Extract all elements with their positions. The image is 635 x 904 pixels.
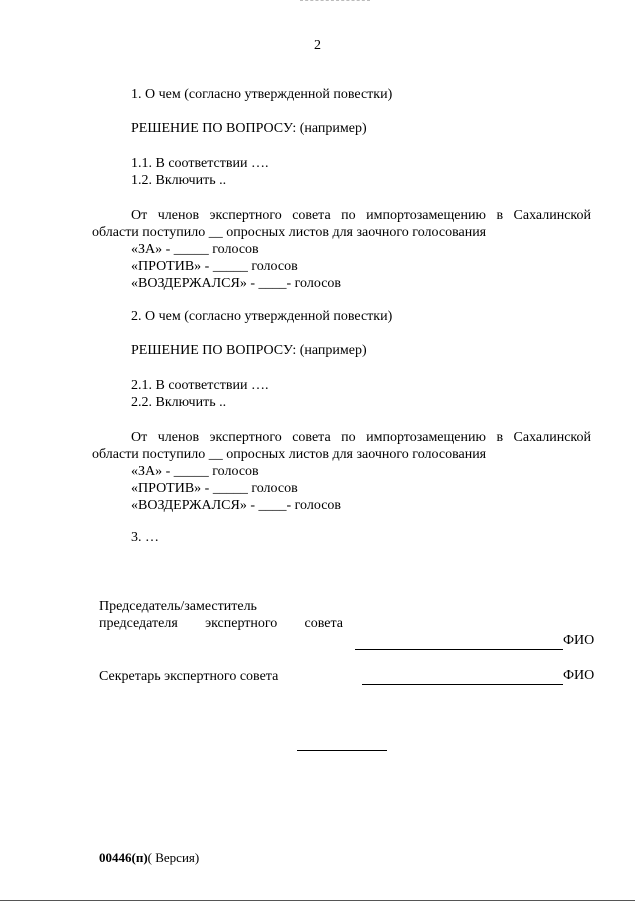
secretary-fio: ФИО — [563, 668, 595, 683]
chair-word-3: совета — [304, 616, 343, 631]
chair-word-1: председателя — [99, 616, 178, 631]
item1-decision: РЕШЕНИЕ ПО ВОПРОСУ: (например) — [131, 121, 367, 136]
chair-signature-block — [99, 598, 596, 632]
item1-vote-line2: области поступило __ опросных листов для заочного голосования — [92, 225, 487, 240]
item2-heading: 2. О чем (согласно утвержденной повестки) — [131, 309, 393, 324]
item2-vote-abstain: «ВОЗДЕРЖАЛСЯ» - ____- голосов — [131, 498, 342, 513]
item2-vote-line2: области поступило __ опросных листов для заочного голосования — [92, 447, 487, 462]
footer-code: 00446(п) — [99, 850, 148, 865]
item1-sub2: 1.2. Включить .. — [131, 173, 227, 188]
chair-word-2: экспертного — [205, 616, 278, 631]
footer — [99, 850, 199, 866]
item2-vote-for: «ЗА» - _____ голосов — [131, 464, 259, 479]
page-number: 2 — [314, 38, 321, 53]
footer-version: ( Версия) — [147, 850, 200, 865]
scan-artifact-bottom — [0, 900, 635, 901]
item2-sub2: 2.2. Включить .. — [131, 395, 227, 410]
chair-title-line1: Председатель/заместитель — [99, 599, 257, 614]
item1-vote-paragraph — [92, 207, 591, 241]
scan-artifact-top — [300, 0, 370, 1]
item2-vote-line1: От членов экспертного совета по импортозамещению в Сахалинской — [131, 430, 591, 445]
separator-line — [297, 750, 387, 751]
chair-fio: ФИО — [563, 633, 595, 648]
item2-vote-paragraph — [92, 429, 591, 463]
item1-vote-against: «ПРОТИВ» - _____ голосов — [131, 259, 298, 274]
item1-heading: 1. О чем (согласно утвержденной повестки) — [131, 87, 393, 102]
item1-vote-for: «ЗА» - _____ голосов — [131, 242, 259, 257]
item2-decision: РЕШЕНИЕ ПО ВОПРОСУ: (например) — [131, 343, 367, 358]
item1-vote-abstain: «ВОЗДЕРЖАЛСЯ» - ____- голосов — [131, 276, 342, 291]
item2-sub1: 2.1. В соответствии …. — [131, 378, 269, 393]
chair-title-line2 — [99, 615, 343, 632]
secretary-title: Секретарь экспертного совета — [99, 669, 279, 684]
item1-vote-line1: От членов экспертного совета по импортозамещению в Сахалинской — [131, 208, 591, 223]
secretary-signature-line — [362, 684, 563, 685]
item1-sub1: 1.1. В соответствии …. — [131, 156, 269, 171]
item2-vote-against: «ПРОТИВ» - _____ голосов — [131, 481, 298, 496]
item3: 3. … — [131, 530, 159, 545]
chair-signature-line — [355, 649, 563, 650]
